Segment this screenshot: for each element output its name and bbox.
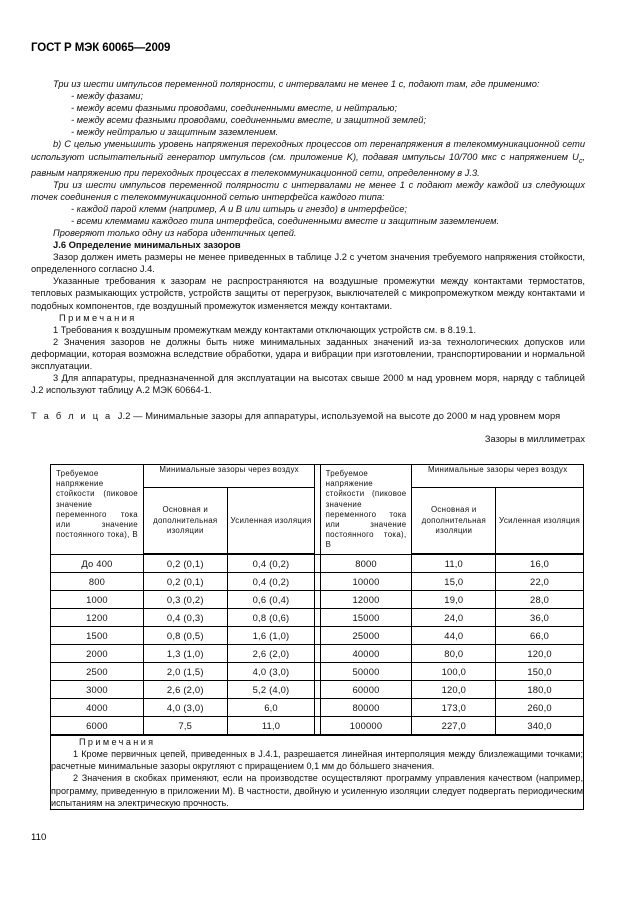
cell-basic: 100,0 xyxy=(412,663,496,681)
table-row xyxy=(51,609,584,627)
bullet-phases: - между фазами; xyxy=(71,91,144,102)
standard-header: ГОСТ Р МЭК 60065—2009 xyxy=(31,42,171,54)
table-row xyxy=(51,627,584,645)
cell-voltage: 3000 xyxy=(51,681,144,699)
cell-voltage: 12000 xyxy=(320,591,412,609)
cell-voltage: 60000 xyxy=(320,681,412,699)
header-group-left: Минимальные зазоры через воздух xyxy=(143,465,314,488)
table-caption-label: Т а б л и ц а xyxy=(31,411,113,422)
cell-basic: 44,0 xyxy=(412,627,496,645)
cell-basic: 0,4 (0,3) xyxy=(143,609,227,627)
table-row xyxy=(51,699,584,717)
table-units-note: Зазоры в миллиметрах xyxy=(484,434,585,445)
cell-voltage: 8000 xyxy=(320,554,412,573)
bullet-terminal-pair: - каждой парой клемм (например, A и B или штырь и гнездо) в интерфейсе; xyxy=(71,203,407,214)
cell-basic: 120,0 xyxy=(412,681,496,699)
table-j2-wrapper xyxy=(50,464,584,810)
bullet-earth: - между всеми фазными проводами, соединенными вместе, и защитной землей; xyxy=(71,115,427,126)
cell-basic: 19,0 xyxy=(412,591,496,609)
cell-reinforced: 2,6 (2,0) xyxy=(227,645,315,663)
cell-reinforced: 340,0 xyxy=(496,717,584,736)
header-voltage-left: Требуемое напряжение стойкости (пиковое значение переменного тока или значение постоянного тока), В xyxy=(51,465,144,555)
cell-basic: 2,6 (2,0) xyxy=(143,681,227,699)
cell-voltage: 1500 xyxy=(51,627,144,645)
cell-voltage: 800 xyxy=(51,573,144,591)
cell-basic: 0,2 (0,1) xyxy=(143,573,227,591)
cell-reinforced: 150,0 xyxy=(496,663,584,681)
cell-voltage: 40000 xyxy=(320,645,412,663)
cell-reinforced: 4,0 (3,0) xyxy=(227,663,315,681)
cell-voltage: 1200 xyxy=(51,609,144,627)
cell-basic: 7,5 xyxy=(143,717,227,736)
table-footnotes-heading: Примечания xyxy=(79,737,156,748)
table-j2 xyxy=(50,464,584,810)
cell-basic: 0,8 (0,5) xyxy=(143,627,227,645)
cell-reinforced: 1,6 (1,0) xyxy=(227,627,315,645)
paragraph-b-part2: , равным напряжению при переходных процессах в телекоммуникационной сети, определенному в J.3. xyxy=(31,151,585,178)
cell-voltage: 50000 xyxy=(320,663,412,681)
cell-reinforced: 180,0 xyxy=(496,681,584,699)
voltage-subscript: c xyxy=(578,155,583,165)
cell-voltage: До 400 xyxy=(51,554,144,573)
table-footnotes-row xyxy=(51,735,584,809)
table-row xyxy=(51,645,584,663)
cell-reinforced: 36,0 xyxy=(496,609,584,627)
table-row xyxy=(51,681,584,699)
cell-voltage: 10000 xyxy=(320,573,412,591)
cell-basic: 2,0 (1,5) xyxy=(143,663,227,681)
cell-reinforced: 28,0 xyxy=(496,591,584,609)
cell-reinforced: 22,0 xyxy=(496,573,584,591)
cell-basic: 0,3 (0,2) xyxy=(143,591,227,609)
table-row xyxy=(51,663,584,681)
page-number: 110 xyxy=(31,832,47,843)
paragraph-impulses-interface: Три из шести импульсов переменной полярности с интервалами не менее 1 с подают между каждой из следующих точек соединения с телекоммуникационной сетью интерфейса каждого типа: xyxy=(31,179,585,202)
cell-voltage: 2500 xyxy=(51,663,144,681)
cell-voltage: 4000 xyxy=(51,699,144,717)
cell-voltage: 100000 xyxy=(320,717,412,736)
bullet-neutral: - между всеми фазными проводами, соединенными вместе, и нейтралью; xyxy=(71,103,397,114)
cell-reinforced: 0,4 (0,2) xyxy=(227,573,315,591)
paragraph-identical-circuits: Проверяют только одну из набора идентичных цепей. xyxy=(53,227,297,238)
bullet-neutral-earth: - между нейтралью и защитным заземлением. xyxy=(71,127,279,138)
paragraph-b-telecom xyxy=(31,138,585,178)
cell-reinforced: 120,0 xyxy=(496,645,584,663)
cell-voltage: 2000 xyxy=(51,645,144,663)
header-basic-left: Основная и дополнительная изоляции xyxy=(143,488,227,554)
cell-reinforced: 66,0 xyxy=(496,627,584,645)
cell-basic: 15,0 xyxy=(412,573,496,591)
paragraph-clearance-size: Зазор должен иметь размеры не менее приведенных в таблице J.2 с учетом значения требуемого напряжения стойкости, определенного согласно J.4. xyxy=(31,252,585,275)
cell-reinforced: 260,0 xyxy=(496,699,584,717)
cell-basic: 227,0 xyxy=(412,717,496,736)
cell-voltage: 15000 xyxy=(320,609,412,627)
cell-basic: 11,0 xyxy=(412,554,496,573)
table-row xyxy=(51,591,584,609)
header-basic-right: Основная и дополнительная изоляции xyxy=(412,488,496,554)
header-voltage-right: Требуемое напряжение стойкости (пиковое значение переменного тока или значение постоянного тока), В xyxy=(320,465,412,555)
note-1: 1 Требования к воздушным промежуткам между контактами отключающих устройств см. в 8.19.1. xyxy=(53,324,477,335)
table-header-row-1 xyxy=(51,465,584,488)
cell-reinforced: 0,8 (0,6) xyxy=(227,609,315,627)
cell-basic: 24,0 xyxy=(412,609,496,627)
section-heading-j6: J.6 Определение минимальных зазоров xyxy=(53,239,241,251)
paragraph-b-part1: b) С целью уменьшить уровень напряжения переходных процессов от перенапряжения в телекоммуникационной сети используют испытательный генератор импульсов (см. приложение K), подавая импульсы 10/700 мкс с напряжением U xyxy=(31,139,585,162)
header-reinforced-left: Усиленная изоляция xyxy=(227,488,315,554)
cell-reinforced: 11,0 xyxy=(227,717,315,736)
paragraph-intro: Три из шести импульсов переменной полярности, с интервалами не менее 1 с, подают там, где применимо: xyxy=(53,79,540,89)
cell-reinforced: 16,0 xyxy=(496,554,584,573)
note-2: 2 Значения зазоров не должны быть ниже минимальных заданных значений из-за технологических допусков или деформации, которая возможна вследствие обработки, удара и вибрации при изготовлении, транспортировании и нормальной эксплуатации. xyxy=(31,336,585,372)
table-caption-text: J.2 — Минимальные зазоры для аппаратуры, используемой на высоте до 2000 м над уровнем моря xyxy=(117,411,561,422)
table-row xyxy=(51,573,584,591)
table-footnote-2: 2 Значения в скобках применяют, если на производстве осуществляют программу управления качеством (например, программу, приведенную в приложении M). В частности, двойную и усиленную изоляции следует подвергать периодическим испытаниям на электрическую прочность. xyxy=(51,773,583,808)
table-footnotes xyxy=(51,735,584,809)
cell-reinforced: 6,0 xyxy=(227,699,315,717)
header-group-right: Минимальные зазоры через воздух xyxy=(412,465,584,488)
cell-basic: 173,0 xyxy=(412,699,496,717)
notes-heading: Примечания xyxy=(59,312,137,323)
document-body xyxy=(31,78,585,445)
paragraph-clearance-exclusions: Указанные требования к зазорам не распространяются на воздушные промежутки между контактами термостатов, тепловых размыкающих устройств, устройств защиты от перегрузок, выключателей с микропромежутком между контактами и подобных компонентов, где воздушный промежуток изменяется между контактами. xyxy=(31,276,585,311)
cell-basic: 80,0 xyxy=(412,645,496,663)
cell-voltage: 6000 xyxy=(51,717,144,736)
bullet-all-terminals: - всеми клеммами каждого типа интерфейса, соединенными вместе и защитным заземлением. xyxy=(71,215,500,226)
table-caption xyxy=(31,410,585,422)
cell-reinforced: 5,2 (4,0) xyxy=(227,681,315,699)
cell-basic: 0,2 (0,1) xyxy=(143,554,227,573)
cell-basic: 4,0 (3,0) xyxy=(143,699,227,717)
cell-voltage: 25000 xyxy=(320,627,412,645)
header-reinforced-right: Усиленная изоляция xyxy=(496,488,584,554)
cell-basic: 1,3 (1,0) xyxy=(143,645,227,663)
cell-voltage: 1000 xyxy=(51,591,144,609)
cell-reinforced: 0,4 (0,2) xyxy=(227,554,315,573)
table-row xyxy=(51,717,584,736)
table-footnote-1: 1 Кроме первичных цепей, приведенных в J.4.1, разрешается линейная интерполяция между близлежащими точками; расчетные минимальные зазоры округляют с приращением 0,1 мм до бóльшего значения. xyxy=(51,749,583,772)
note-3: 3 Для аппаратуры, предназначенной для эксплуатации на высотах свыше 2000 м над уровнем моря, наряду с таблицей J.2 используют таблицу A.2 МЭК 60664-1. xyxy=(31,373,585,396)
cell-voltage: 80000 xyxy=(320,699,412,717)
table-row xyxy=(51,554,584,573)
cell-reinforced: 0,6 (0,4) xyxy=(227,591,315,609)
